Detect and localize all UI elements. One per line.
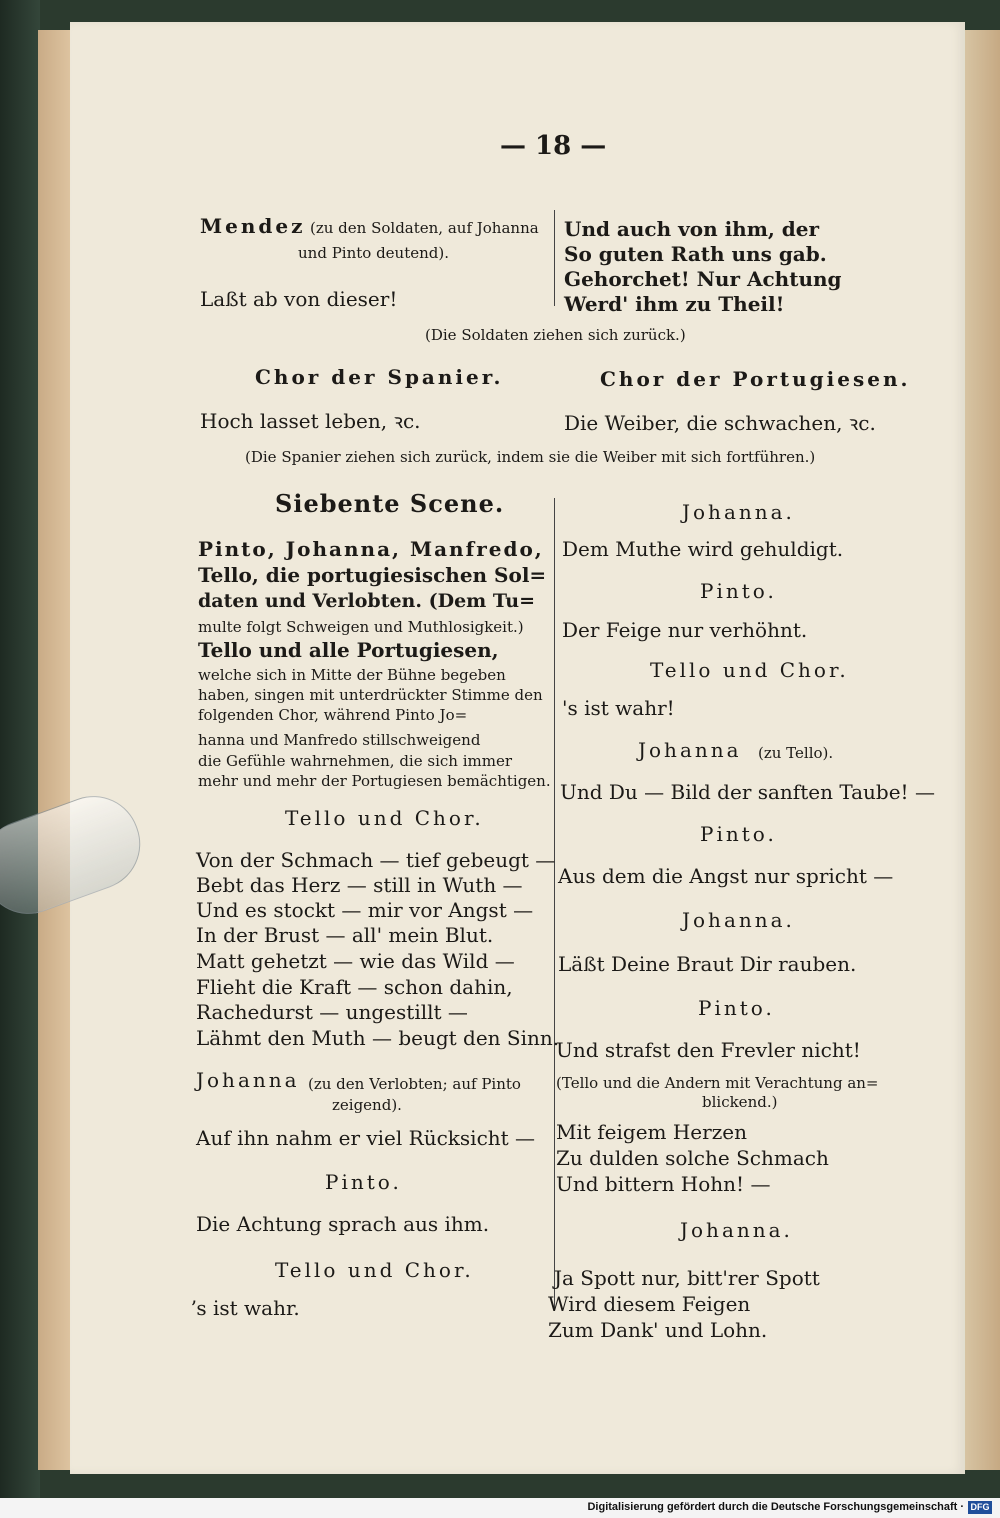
stage-direction: welche sich in Mitte der Bühne begeben xyxy=(198,666,506,684)
speaker-pinto: Pinto. xyxy=(698,996,775,1020)
dialogue-line: Läßt Deine Braut Dir rauben. xyxy=(558,952,857,976)
stage-direction: zeigend). xyxy=(332,1096,402,1114)
speaker-johanna: Johanna xyxy=(196,1068,300,1092)
dialogue-line: Auf ihn nahm er viel Rücksicht — xyxy=(196,1126,536,1150)
stage-direction: (Tello und die Andern mit Verachtung an= xyxy=(556,1074,879,1092)
dialogue-line: Laßt ab von dieser! xyxy=(200,287,398,311)
dialogue-line: Die Weiber, die schwachen, ꝛc. xyxy=(564,411,876,435)
dialogue-line: 's ist wahr! xyxy=(562,696,675,720)
verse-line: Wird diesem Feigen xyxy=(548,1292,751,1316)
verse-line: In der Brust — all' mein Blut. xyxy=(196,923,494,947)
book-spine xyxy=(0,0,40,1500)
speaker-pinto: Pinto. xyxy=(700,822,777,846)
dialogue-line: Und strafst den Frevler nicht! xyxy=(556,1038,861,1062)
speaker-johanna: Johanna xyxy=(638,738,742,762)
dialogue-line: Die Achtung sprach aus ihm. xyxy=(196,1212,490,1236)
speaker-tello-chor: Tello und Chor. xyxy=(275,1258,474,1282)
speaker-johanna: Johanna. xyxy=(682,908,795,932)
dialogue-line: Und Du — Bild der sanften Taube! — xyxy=(560,780,935,804)
verse-line: Mit feigem Herzen xyxy=(556,1120,747,1144)
verse-line: Matt gehetzt — wie das Wild — xyxy=(196,949,515,973)
speaker-pinto: Pinto. xyxy=(325,1170,402,1194)
speaker-johanna: Johanna. xyxy=(682,500,795,524)
next-page-edge xyxy=(962,30,1000,1470)
dfg-logo: DFG xyxy=(968,1501,992,1514)
speaker-johanna: Johanna. xyxy=(680,1218,793,1242)
dialogue-line: ʼs ist wahr. xyxy=(190,1296,300,1320)
stage-direction: haben, singen mit unterdrückter Stimme den xyxy=(198,686,543,704)
stage-direction: (zu den Verlobten; auf Pinto xyxy=(308,1075,521,1093)
verse-line: Zu dulden solche Schmach xyxy=(556,1146,829,1170)
verse-line: Ja Spott nur, bitt'rer Spott xyxy=(554,1266,820,1290)
verse-line: Von der Schmach — tief gebeugt — xyxy=(196,848,556,872)
stage-direction: und Pinto deutend). xyxy=(298,244,449,262)
stage-direction: (Die Spanier ziehen sich zurück, indem sie die Weiber mit sich fortführen.) xyxy=(245,448,816,466)
speaker-pinto: Pinto. xyxy=(700,579,777,603)
dialogue-line: Und auch von ihm, der xyxy=(564,217,820,241)
verse-line: Zum Dank' und Lohn. xyxy=(548,1318,768,1342)
dialogue-line: Hoch lasset leben, ꝛc. xyxy=(200,409,421,433)
cast-list: Pinto, Johanna, Manfredo, xyxy=(198,537,544,561)
stage-direction: blickend.) xyxy=(702,1093,778,1111)
dialogue-line: So guten Rath uns gab. xyxy=(564,242,827,266)
dialogue-line: Der Feige nur verhöhnt. xyxy=(562,618,808,642)
speaker-mendez: Mendez xyxy=(200,214,306,238)
stage-direction: (zu Tello). xyxy=(758,744,834,762)
scene-title: Siebente Scene. xyxy=(275,489,505,518)
verse-line: Flieht die Kraft — schon dahin, xyxy=(196,975,513,999)
page-number: — 18 — xyxy=(500,131,607,161)
book-page xyxy=(70,22,965,1474)
dialogue-line: Aus dem die Angst nur spricht — xyxy=(558,864,894,888)
stage-direction: multe folgt Schweigen und Muthlosigkeit.) xyxy=(198,618,524,636)
stage-direction: hanna und Manfredo stillschweigend xyxy=(198,731,481,749)
verse-line: Bebt das Herz — still in Wuth — xyxy=(196,873,523,897)
stage-direction: folgenden Chor, während Pinto Jo= xyxy=(198,706,468,724)
dialogue-line: Gehorchet! Nur Achtung xyxy=(564,267,842,291)
cast-list: daten und Verlobten. (Dem Tu= xyxy=(198,590,535,612)
cast-list: Tello und alle Portugiesen, xyxy=(198,638,499,662)
dialogue-line: Dem Muthe wird gehuldigt. xyxy=(562,537,844,561)
column-divider xyxy=(554,498,555,1308)
verse-line: Und es stockt — mir vor Angst — xyxy=(196,898,534,922)
speaker-tello-chor: Tello und Chor. xyxy=(285,806,484,830)
stage-direction: die Gefühle wahrnehmen, die sich immer xyxy=(198,752,512,770)
stage-direction: (Die Soldaten ziehen sich zurück.) xyxy=(425,326,686,344)
cast-list: Tello, die portugiesischen Sol= xyxy=(198,563,547,587)
stage-direction: (zu den Soldaten, auf Johanna xyxy=(310,219,539,237)
column-divider xyxy=(554,210,555,306)
speaker-choir-portuguese: Chor der Portugiesen. xyxy=(600,367,911,391)
funding-notice: Digitalisierung gefördert durch die Deutsche Forschungsgemeinschaft · xyxy=(587,1501,964,1513)
dialogue-line: Werd' ihm zu Theil! xyxy=(564,292,785,316)
stage-direction: mehr und mehr der Portugiesen bemächtigen. xyxy=(198,772,551,790)
verse-line: Lähmt den Muth — beugt den Sinn. xyxy=(196,1026,560,1050)
verse-line: Rachedurst — ungestillt — xyxy=(196,1000,468,1024)
speaker-tello-chor: Tello und Chor. xyxy=(650,658,849,682)
verse-line: Und bittern Hohn! — xyxy=(556,1172,771,1196)
speaker-choir-spanish: Chor der Spanier. xyxy=(255,365,504,389)
